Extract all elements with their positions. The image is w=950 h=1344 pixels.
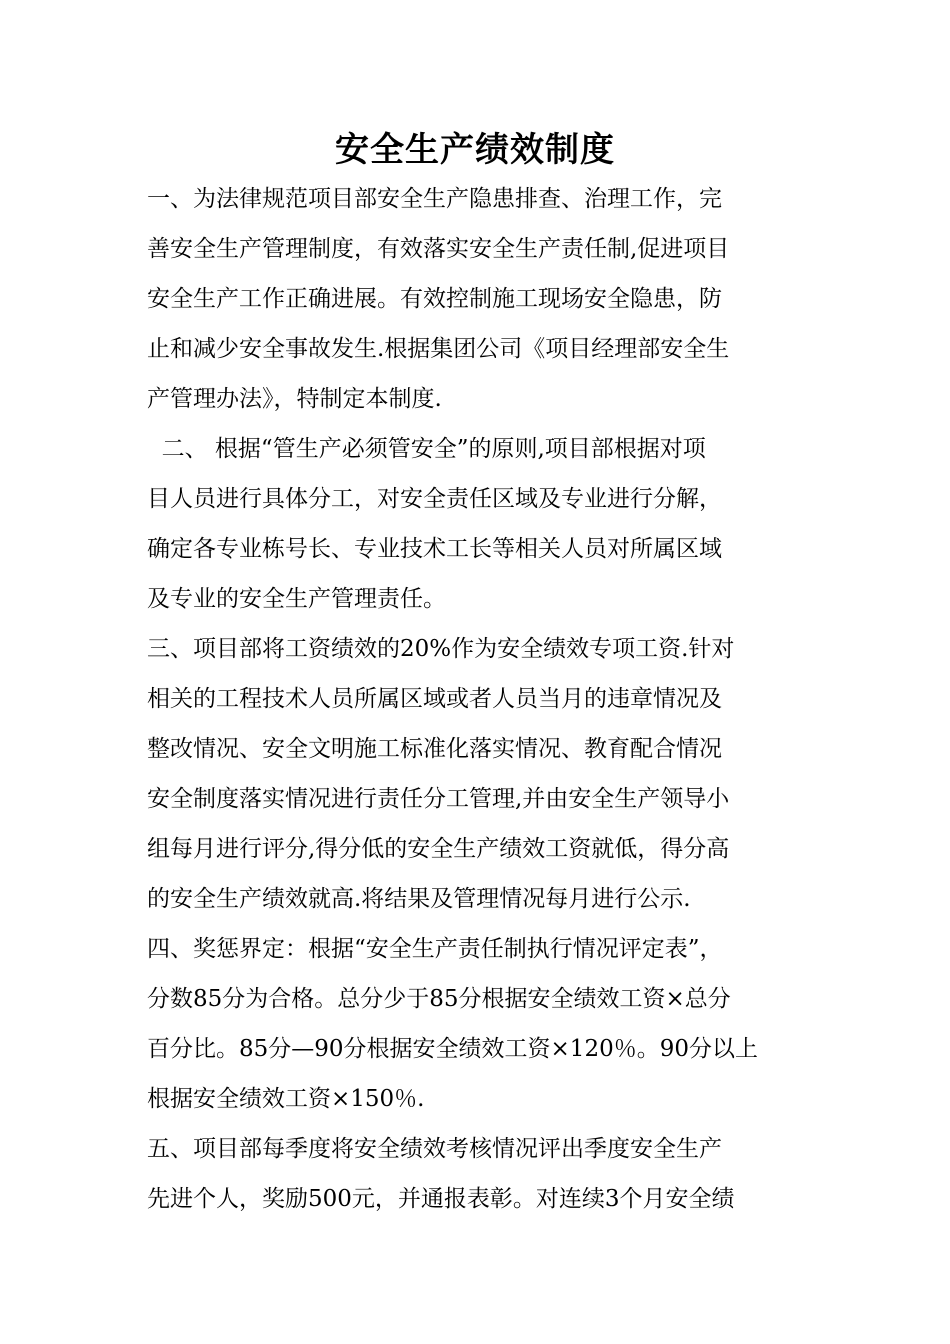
text-line: 二、 根据“管生产必须管安全”的原则,项目部根据对项 bbox=[147, 436, 706, 462]
text-line: 安全生产工作正确进展。有效控制施工现场安全隐患，防 bbox=[147, 286, 722, 312]
text-line: 组每月进行评分,得分低的安全生产绩效工资就低，得分高 bbox=[147, 836, 730, 862]
text-line: 五、项目部每季度将安全绩效考核情况评出季度安全生产 bbox=[147, 1136, 722, 1162]
text-line: 根据安全绩效工资×150％. bbox=[147, 1086, 425, 1112]
text-line: 相关的工程技术人员所属区域或者人员当月的违章情况及 bbox=[147, 686, 722, 712]
document-title: 安全生产绩效制度 bbox=[335, 130, 615, 170]
text-line: 安全制度落实情况进行责任分工管理,并由安全生产领导小 bbox=[147, 786, 730, 812]
text-line: 分数85分为合格。总分少于85分根据安全绩效工资×总分 bbox=[147, 986, 731, 1012]
text-line: 百分比。85分—90分根据安全绩效工资×120％。90分以上 bbox=[147, 1036, 758, 1062]
text-line: 整改情况、安全文明施工标准化落实情况、教育配合情况 bbox=[147, 736, 722, 762]
text-line: 产管理办法》，特制定本制度. bbox=[147, 386, 442, 412]
text-line: 止和减少安全事故发生.根据集团公司《项目经理部安全生 bbox=[147, 336, 730, 362]
text-line: 三、项目部将工资绩效的20%作为安全绩效专项工资.针对 bbox=[147, 636, 735, 662]
text-line: 先进个人，奖励500元，并通报表彰。对连续3个月安全绩 bbox=[147, 1186, 735, 1212]
text-line: 的安全生产绩效就高.将结果及管理情况每月进行公示. bbox=[147, 886, 691, 912]
text-line: 目人员进行具体分工，对安全责任区域及专业进行分解， bbox=[147, 486, 722, 512]
text-line: 善安全生产管理制度，有效落实安全生产责任制,促进项目 bbox=[147, 236, 730, 262]
text-line: 及专业的安全生产管理责任。 bbox=[147, 586, 446, 612]
text-line: 确定各专业栋号长、专业技术工长等相关人员对所属区域 bbox=[147, 536, 722, 562]
text-line: 一、为法律规范项目部安全生产隐患排查、治理工作，完 bbox=[147, 186, 722, 212]
text-line: 四、奖惩界定：根据“安全生产责任制执行情况评定表”， bbox=[147, 936, 723, 962]
